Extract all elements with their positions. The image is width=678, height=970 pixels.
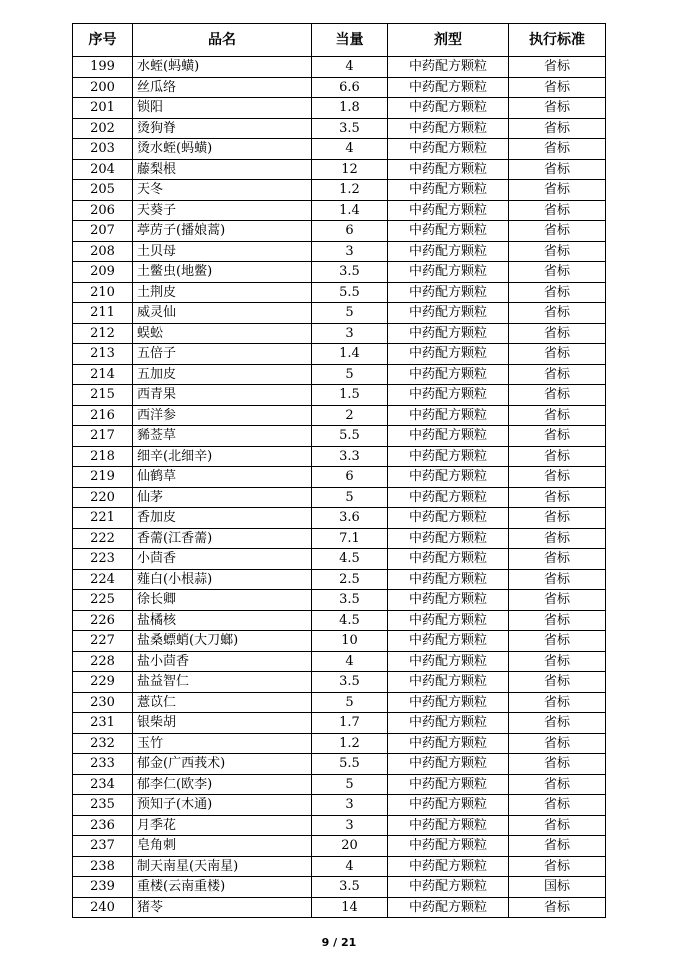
table-row	[73, 877, 606, 898]
cell-dosage-form: 中药配方颗粒	[388, 508, 509, 529]
cell-product-name: 盐橘核	[133, 610, 312, 631]
cell-dosage-form: 中药配方颗粒	[388, 610, 509, 631]
cell-dosage-form: 中药配方颗粒	[388, 733, 509, 754]
cell-equivalent: 4.5	[312, 610, 388, 631]
cell-standard: 省标	[509, 98, 606, 119]
cell-serial-number: 222	[73, 528, 133, 549]
table-row	[73, 446, 606, 467]
cell-serial-number: 238	[73, 856, 133, 877]
table-row	[73, 344, 606, 365]
cell-standard: 省标	[509, 795, 606, 816]
cell-product-name: 皂角刺	[133, 836, 312, 857]
cell-standard: 省标	[509, 774, 606, 795]
cell-dosage-form: 中药配方颗粒	[388, 754, 509, 775]
cell-product-name: 预知子(木通)	[133, 795, 312, 816]
table-row	[73, 836, 606, 857]
cell-standard: 省标	[509, 159, 606, 180]
cell-equivalent: 6	[312, 221, 388, 242]
cell-product-name: 五加皮	[133, 364, 312, 385]
table-row	[73, 856, 606, 877]
cell-equivalent: 4	[312, 856, 388, 877]
cell-standard: 省标	[509, 221, 606, 242]
header-product-name: 品名	[133, 24, 312, 57]
cell-equivalent: 4	[312, 139, 388, 160]
cell-product-name: 月季花	[133, 815, 312, 836]
cell-serial-number: 216	[73, 405, 133, 426]
cell-equivalent: 4	[312, 651, 388, 672]
cell-product-name: 五倍子	[133, 344, 312, 365]
cell-serial-number: 214	[73, 364, 133, 385]
cell-equivalent: 3	[312, 323, 388, 344]
cell-dosage-form: 中药配方颗粒	[388, 426, 509, 447]
cell-serial-number: 236	[73, 815, 133, 836]
cell-equivalent: 3	[312, 795, 388, 816]
table-row	[73, 610, 606, 631]
cell-dosage-form: 中药配方颗粒	[388, 200, 509, 221]
cell-standard: 省标	[509, 282, 606, 303]
cell-dosage-form: 中药配方颗粒	[388, 405, 509, 426]
cell-standard: 省标	[509, 549, 606, 570]
cell-serial-number: 210	[73, 282, 133, 303]
cell-serial-number: 227	[73, 631, 133, 652]
cell-standard: 省标	[509, 344, 606, 365]
cell-standard: 省标	[509, 713, 606, 734]
cell-standard: 省标	[509, 836, 606, 857]
cell-dosage-form: 中药配方颗粒	[388, 57, 509, 78]
cell-dosage-form: 中药配方颗粒	[388, 241, 509, 262]
cell-dosage-form: 中药配方颗粒	[388, 651, 509, 672]
cell-dosage-form: 中药配方颗粒	[388, 139, 509, 160]
cell-serial-number: 232	[73, 733, 133, 754]
cell-equivalent: 5	[312, 692, 388, 713]
table-header-row	[73, 24, 606, 57]
cell-equivalent: 1.4	[312, 344, 388, 365]
cell-equivalent: 1.7	[312, 713, 388, 734]
table-row	[73, 549, 606, 570]
cell-standard: 省标	[509, 897, 606, 918]
cell-equivalent: 4.5	[312, 549, 388, 570]
cell-serial-number: 204	[73, 159, 133, 180]
cell-serial-number: 223	[73, 549, 133, 570]
cell-dosage-form: 中药配方颗粒	[388, 446, 509, 467]
table-row	[73, 692, 606, 713]
cell-dosage-form: 中药配方颗粒	[388, 364, 509, 385]
cell-dosage-form: 中药配方颗粒	[388, 180, 509, 201]
cell-standard: 省标	[509, 364, 606, 385]
header-standard: 执行标准	[509, 24, 606, 57]
cell-product-name: 细辛(北细辛)	[133, 446, 312, 467]
cell-product-name: 蜈蚣	[133, 323, 312, 344]
cell-standard: 省标	[509, 733, 606, 754]
table-row	[73, 672, 606, 693]
cell-dosage-form: 中药配方颗粒	[388, 528, 509, 549]
cell-product-name: 香加皮	[133, 508, 312, 529]
table-row	[73, 795, 606, 816]
cell-product-name: 银柴胡	[133, 713, 312, 734]
cell-equivalent: 3.5	[312, 262, 388, 283]
cell-equivalent: 14	[312, 897, 388, 918]
table-row	[73, 631, 606, 652]
cell-serial-number: 237	[73, 836, 133, 857]
cell-serial-number: 224	[73, 569, 133, 590]
table-row	[73, 467, 606, 488]
cell-product-name: 西青果	[133, 385, 312, 406]
cell-product-name: 玉竹	[133, 733, 312, 754]
cell-dosage-form: 中药配方颗粒	[388, 836, 509, 857]
cell-serial-number: 235	[73, 795, 133, 816]
cell-serial-number: 211	[73, 303, 133, 324]
table-row	[73, 77, 606, 98]
cell-serial-number: 215	[73, 385, 133, 406]
cell-product-name: 仙鹤草	[133, 467, 312, 488]
cell-serial-number: 230	[73, 692, 133, 713]
table-row	[73, 405, 606, 426]
cell-product-name: 重楼(云南重楼)	[133, 877, 312, 898]
table-row	[73, 528, 606, 549]
cell-dosage-form: 中药配方颗粒	[388, 692, 509, 713]
cell-serial-number: 217	[73, 426, 133, 447]
cell-serial-number: 239	[73, 877, 133, 898]
table-row	[73, 57, 606, 78]
cell-standard: 省标	[509, 77, 606, 98]
cell-standard: 省标	[509, 610, 606, 631]
cell-standard: 省标	[509, 754, 606, 775]
cell-serial-number: 233	[73, 754, 133, 775]
cell-dosage-form: 中药配方颗粒	[388, 877, 509, 898]
cell-product-name: 土贝母	[133, 241, 312, 262]
table-row	[73, 590, 606, 611]
medicine-table	[72, 23, 606, 918]
cell-equivalent: 20	[312, 836, 388, 857]
cell-equivalent: 6.6	[312, 77, 388, 98]
cell-equivalent: 5	[312, 303, 388, 324]
cell-standard: 省标	[509, 200, 606, 221]
cell-equivalent: 3.5	[312, 118, 388, 139]
header-serial-number: 序号	[73, 24, 133, 57]
cell-dosage-form: 中药配方颗粒	[388, 323, 509, 344]
cell-equivalent: 3	[312, 815, 388, 836]
cell-standard: 省标	[509, 487, 606, 508]
cell-equivalent: 7.1	[312, 528, 388, 549]
cell-equivalent: 2.5	[312, 569, 388, 590]
table-row	[73, 118, 606, 139]
cell-product-name: 烫狗脊	[133, 118, 312, 139]
cell-dosage-form: 中药配方颗粒	[388, 774, 509, 795]
cell-serial-number: 200	[73, 77, 133, 98]
cell-dosage-form: 中药配方颗粒	[388, 77, 509, 98]
table-row	[73, 651, 606, 672]
cell-standard: 省标	[509, 241, 606, 262]
table-row	[73, 303, 606, 324]
table-row	[73, 200, 606, 221]
cell-equivalent: 2	[312, 405, 388, 426]
cell-product-name: 土荆皮	[133, 282, 312, 303]
table-row	[73, 262, 606, 283]
cell-dosage-form: 中药配方颗粒	[388, 713, 509, 734]
table-row	[73, 426, 606, 447]
table-row	[73, 487, 606, 508]
cell-product-name: 烫水蛭(蚂蟥)	[133, 139, 312, 160]
cell-serial-number: 207	[73, 221, 133, 242]
cell-dosage-form: 中药配方颗粒	[388, 549, 509, 570]
table-row	[73, 323, 606, 344]
table-row	[73, 569, 606, 590]
cell-product-name: 郁金(广西莪术)	[133, 754, 312, 775]
cell-dosage-form: 中药配方颗粒	[388, 262, 509, 283]
cell-standard: 省标	[509, 180, 606, 201]
cell-dosage-form: 中药配方颗粒	[388, 487, 509, 508]
cell-dosage-form: 中药配方颗粒	[388, 221, 509, 242]
cell-equivalent: 3.5	[312, 672, 388, 693]
cell-product-name: 土鳖虫(地鳖)	[133, 262, 312, 283]
cell-serial-number: 225	[73, 590, 133, 611]
cell-equivalent: 1.2	[312, 733, 388, 754]
cell-serial-number: 206	[73, 200, 133, 221]
table-row	[73, 98, 606, 119]
cell-product-name: 徐长卿	[133, 590, 312, 611]
cell-product-name: 仙茅	[133, 487, 312, 508]
table-row	[73, 139, 606, 160]
cell-equivalent: 4	[312, 57, 388, 78]
cell-serial-number: 203	[73, 139, 133, 160]
cell-serial-number: 221	[73, 508, 133, 529]
cell-dosage-form: 中药配方颗粒	[388, 856, 509, 877]
cell-standard: 省标	[509, 508, 606, 529]
cell-serial-number: 213	[73, 344, 133, 365]
table-row	[73, 754, 606, 775]
cell-product-name: 藤梨根	[133, 159, 312, 180]
cell-standard: 省标	[509, 672, 606, 693]
cell-standard: 省标	[509, 528, 606, 549]
cell-standard: 省标	[509, 692, 606, 713]
cell-product-name: 制天南星(天南星)	[133, 856, 312, 877]
header-equivalent: 当量	[312, 24, 388, 57]
cell-standard: 省标	[509, 569, 606, 590]
cell-serial-number: 208	[73, 241, 133, 262]
cell-equivalent: 6	[312, 467, 388, 488]
cell-product-name: 葶苈子(播娘蒿)	[133, 221, 312, 242]
cell-serial-number: 201	[73, 98, 133, 119]
cell-serial-number: 228	[73, 651, 133, 672]
cell-serial-number: 212	[73, 323, 133, 344]
cell-dosage-form: 中药配方颗粒	[388, 159, 509, 180]
cell-standard: 省标	[509, 57, 606, 78]
table-row	[73, 815, 606, 836]
cell-serial-number: 202	[73, 118, 133, 139]
cell-dosage-form: 中药配方颗粒	[388, 303, 509, 324]
cell-serial-number: 205	[73, 180, 133, 201]
table-row	[73, 508, 606, 529]
cell-dosage-form: 中药配方颗粒	[388, 98, 509, 119]
cell-product-name: 郁李仁(欧李)	[133, 774, 312, 795]
cell-standard: 省标	[509, 303, 606, 324]
cell-product-name: 锁阳	[133, 98, 312, 119]
cell-product-name: 丝瓜络	[133, 77, 312, 98]
cell-equivalent: 3.6	[312, 508, 388, 529]
cell-dosage-form: 中药配方颗粒	[388, 569, 509, 590]
cell-dosage-form: 中药配方颗粒	[388, 467, 509, 488]
cell-dosage-form: 中药配方颗粒	[388, 118, 509, 139]
cell-standard: 省标	[509, 467, 606, 488]
cell-dosage-form: 中药配方颗粒	[388, 385, 509, 406]
table-row	[73, 241, 606, 262]
cell-standard: 省标	[509, 385, 606, 406]
cell-serial-number: 199	[73, 57, 133, 78]
cell-standard: 省标	[509, 446, 606, 467]
cell-standard: 省标	[509, 631, 606, 652]
cell-standard: 省标	[509, 262, 606, 283]
cell-dosage-form: 中药配方颗粒	[388, 590, 509, 611]
cell-product-name: 薤白(小根蒜)	[133, 569, 312, 590]
cell-equivalent: 1.8	[312, 98, 388, 119]
table-row	[73, 364, 606, 385]
cell-dosage-form: 中药配方颗粒	[388, 282, 509, 303]
cell-dosage-form: 中药配方颗粒	[388, 344, 509, 365]
cell-serial-number: 234	[73, 774, 133, 795]
cell-product-name: 豨莶草	[133, 426, 312, 447]
cell-equivalent: 3.3	[312, 446, 388, 467]
table-row	[73, 733, 606, 754]
cell-dosage-form: 中药配方颗粒	[388, 795, 509, 816]
cell-product-name: 盐桑螵蛸(大刀螂)	[133, 631, 312, 652]
cell-equivalent: 5.5	[312, 282, 388, 303]
cell-equivalent: 5	[312, 774, 388, 795]
cell-serial-number: 229	[73, 672, 133, 693]
cell-product-name: 香薷(江香薷)	[133, 528, 312, 549]
table-row	[73, 385, 606, 406]
table-row	[73, 713, 606, 734]
cell-dosage-form: 中药配方颗粒	[388, 815, 509, 836]
cell-product-name: 天葵子	[133, 200, 312, 221]
cell-equivalent: 5.5	[312, 754, 388, 775]
cell-equivalent: 1.4	[312, 200, 388, 221]
table-row	[73, 282, 606, 303]
table-row	[73, 221, 606, 242]
cell-product-name: 水蛭(蚂蟥)	[133, 57, 312, 78]
cell-product-name: 薏苡仁	[133, 692, 312, 713]
cell-dosage-form: 中药配方颗粒	[388, 897, 509, 918]
cell-standard: 省标	[509, 590, 606, 611]
cell-product-name: 威灵仙	[133, 303, 312, 324]
cell-product-name: 西洋参	[133, 405, 312, 426]
cell-serial-number: 226	[73, 610, 133, 631]
cell-serial-number: 218	[73, 446, 133, 467]
cell-product-name: 天冬	[133, 180, 312, 201]
cell-serial-number: 220	[73, 487, 133, 508]
cell-standard: 省标	[509, 118, 606, 139]
cell-equivalent: 5	[312, 487, 388, 508]
cell-equivalent: 5.5	[312, 426, 388, 447]
page-number: 9 / 21	[321, 936, 357, 949]
cell-equivalent: 10	[312, 631, 388, 652]
cell-dosage-form: 中药配方颗粒	[388, 631, 509, 652]
table-row	[73, 159, 606, 180]
cell-standard: 省标	[509, 405, 606, 426]
cell-equivalent: 3	[312, 241, 388, 262]
cell-standard: 省标	[509, 426, 606, 447]
cell-equivalent: 12	[312, 159, 388, 180]
cell-equivalent: 1.2	[312, 180, 388, 201]
cell-standard: 省标	[509, 139, 606, 160]
cell-serial-number: 231	[73, 713, 133, 734]
table-row	[73, 897, 606, 918]
cell-equivalent: 3.5	[312, 590, 388, 611]
cell-equivalent: 5	[312, 364, 388, 385]
cell-equivalent: 3.5	[312, 877, 388, 898]
cell-product-name: 猪苓	[133, 897, 312, 918]
cell-equivalent: 1.5	[312, 385, 388, 406]
cell-product-name: 盐益智仁	[133, 672, 312, 693]
table-row	[73, 180, 606, 201]
cell-standard: 省标	[509, 856, 606, 877]
cell-dosage-form: 中药配方颗粒	[388, 672, 509, 693]
table-body	[73, 57, 606, 918]
cell-standard: 省标	[509, 651, 606, 672]
cell-serial-number: 219	[73, 467, 133, 488]
cell-product-name: 小茴香	[133, 549, 312, 570]
cell-standard: 国标	[509, 877, 606, 898]
header-dosage-form: 剂型	[388, 24, 509, 57]
cell-product-name: 盐小茴香	[133, 651, 312, 672]
cell-serial-number: 209	[73, 262, 133, 283]
cell-serial-number: 240	[73, 897, 133, 918]
cell-standard: 省标	[509, 815, 606, 836]
cell-standard: 省标	[509, 323, 606, 344]
table-row	[73, 774, 606, 795]
